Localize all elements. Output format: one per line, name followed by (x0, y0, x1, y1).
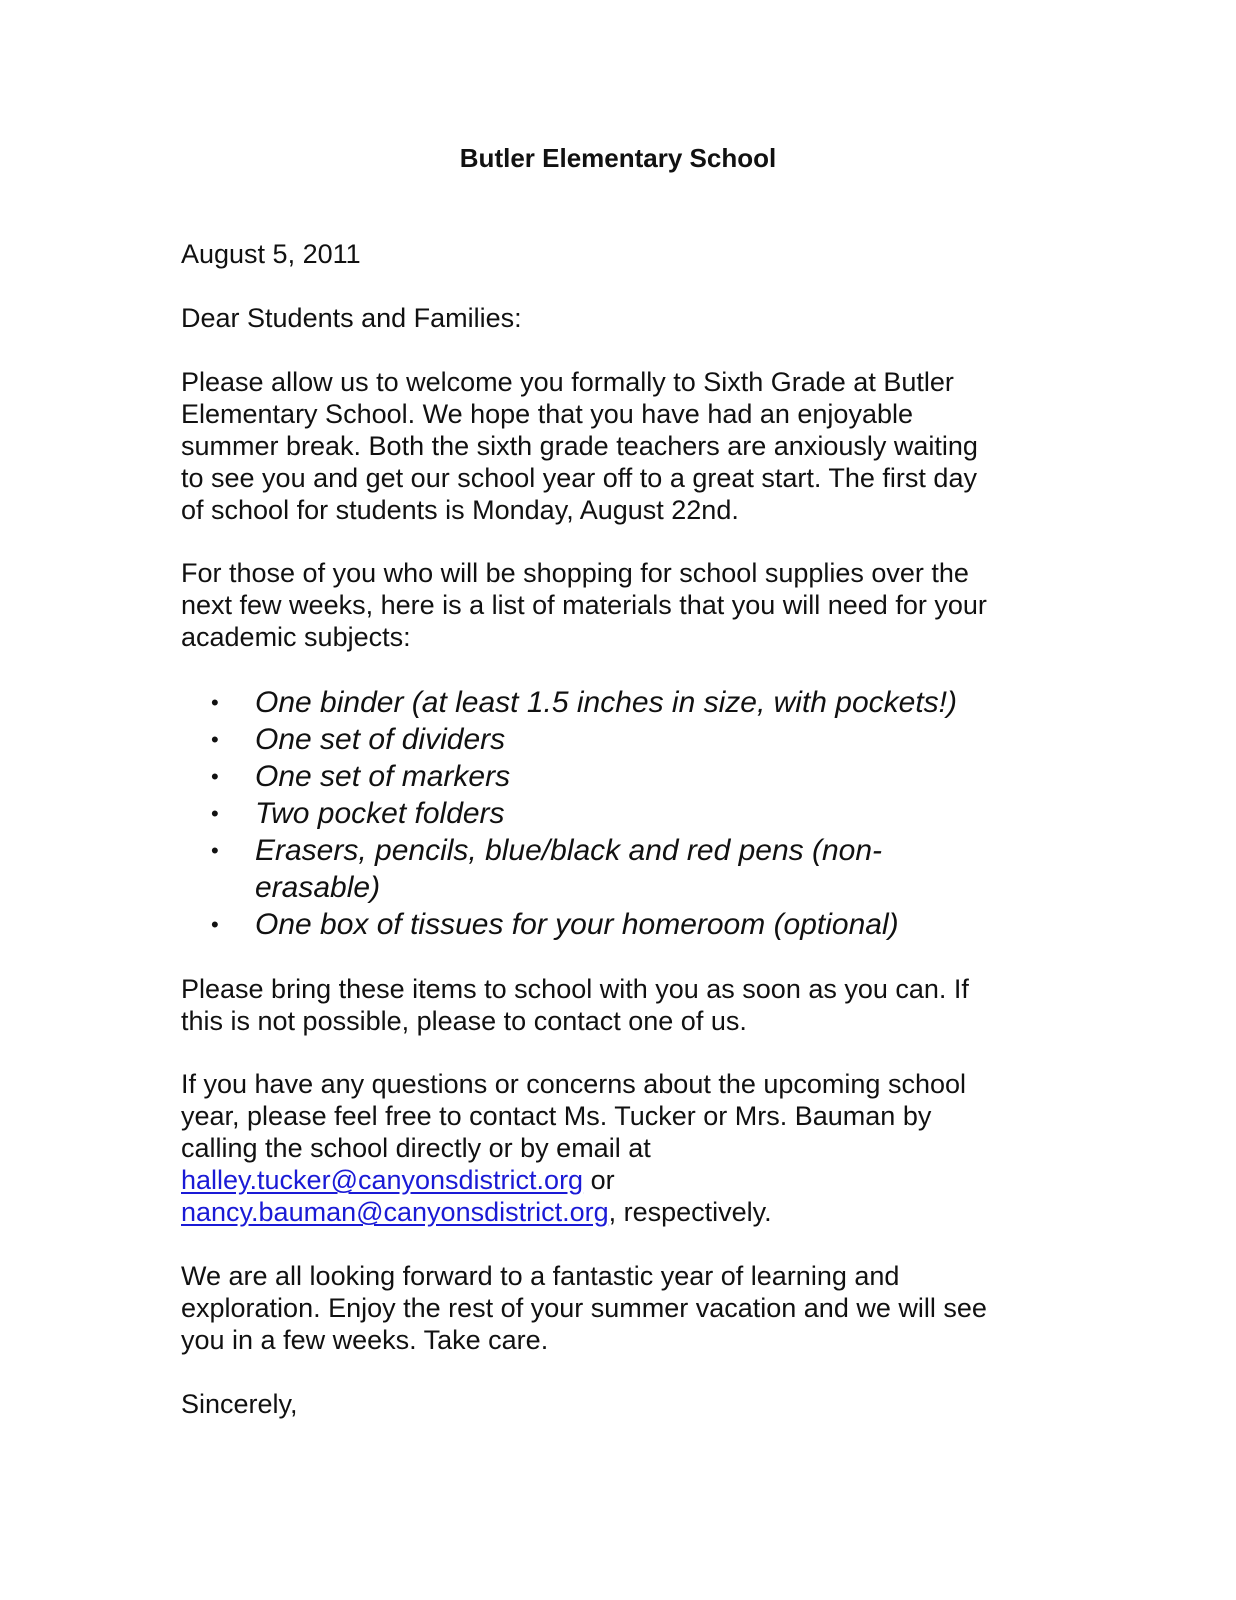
bullet-icon: • (211, 838, 219, 863)
supply-item (181, 721, 1061, 758)
welcome-line: summer break. Both the sixth grade teachers are anxiously waiting (181, 431, 978, 461)
supplies-intro-line: next few weeks, here is a list of materials that you will need for your (181, 590, 987, 620)
supplies-intro-line: For those of you who will be shopping for school supplies over the (181, 558, 969, 588)
supply-item (181, 758, 1061, 795)
email-bauman-line (181, 1196, 1061, 1228)
greeting-text: Dear Students and Families: (181, 303, 522, 333)
supply-text: One binder (at least 1.5 inches in size, with pockets!) (255, 686, 958, 719)
bullet-icon: • (211, 801, 219, 826)
welcome-paragraph (181, 366, 1061, 526)
date-text: August 5, 2011 (181, 239, 361, 269)
bullet-icon: • (211, 727, 219, 752)
supply-text: One set of markers (255, 760, 511, 793)
bring-items-paragraph (181, 973, 1061, 1037)
supply-text: Two pocket folders (255, 797, 505, 830)
closing-line: exploration. Enjoy the rest of your summer vacation and we will see (181, 1293, 987, 1323)
welcome-line: of school for students is Monday, August 22nd. (181, 495, 739, 525)
bring-items-line: this is not possible, please to contact one of us. (181, 1006, 747, 1036)
school-name-heading: Butler Elementary School (459, 143, 777, 173)
letter-greeting (181, 302, 1061, 334)
email-link-tucker[interactable]: halley.tucker@canyonsdistrict.org (181, 1165, 584, 1195)
supply-item (181, 906, 1061, 943)
email-link-bauman[interactable]: nancy.bauman@canyonsdistrict.org (181, 1197, 609, 1227)
bullet-icon: • (211, 690, 219, 715)
supply-text: Erasers, pencils, blue/black and red pens (non- (255, 834, 883, 867)
questions-line: calling the school directly or by email at (181, 1133, 651, 1163)
supply-item (181, 832, 1061, 906)
email-bauman-suffix: , respectively. (608, 1197, 772, 1227)
supplies-intro-paragraph (181, 557, 1061, 653)
welcome-line: Please allow us to welcome you formally to Sixth Grade at Butler (181, 367, 954, 397)
supplies-intro-line: academic subjects: (181, 622, 411, 652)
supply-text: One box of tissues for your homeroom (optional) (255, 908, 899, 941)
supply-text-continuation: erasable) (255, 871, 381, 904)
welcome-line: Elementary School. We hope that you have had an enjoyable (181, 399, 913, 429)
questions-line: If you have any questions or concerns about the upcoming school (181, 1069, 966, 1099)
email-tucker-line (181, 1164, 1061, 1196)
closing-line: you in a few weeks. Take care. (181, 1325, 549, 1355)
bullet-icon: • (211, 764, 219, 789)
bring-items-line: Please bring these items to school with you as soon as you can. If (181, 974, 969, 1004)
signoff-text: Sincerely, (181, 1389, 298, 1419)
supply-item (181, 684, 1061, 721)
signoff (181, 1388, 1061, 1420)
letter-date (181, 238, 1061, 270)
closing-line: We are all looking forward to a fantastic year of learning and (181, 1261, 900, 1291)
supply-text: One set of dividers (255, 723, 506, 756)
supply-item (181, 795, 1061, 832)
closing-paragraph (181, 1260, 1061, 1356)
welcome-line: to see you and get our school year off to a great start. The first day (181, 463, 977, 493)
questions-line: year, please feel free to contact Ms. Tucker or Mrs. Bauman by (181, 1101, 932, 1131)
email-tucker-suffix: or (583, 1165, 615, 1195)
questions-paragraph (181, 1068, 1061, 1228)
supplies-list (181, 684, 1061, 943)
bullet-icon: • (211, 912, 219, 937)
